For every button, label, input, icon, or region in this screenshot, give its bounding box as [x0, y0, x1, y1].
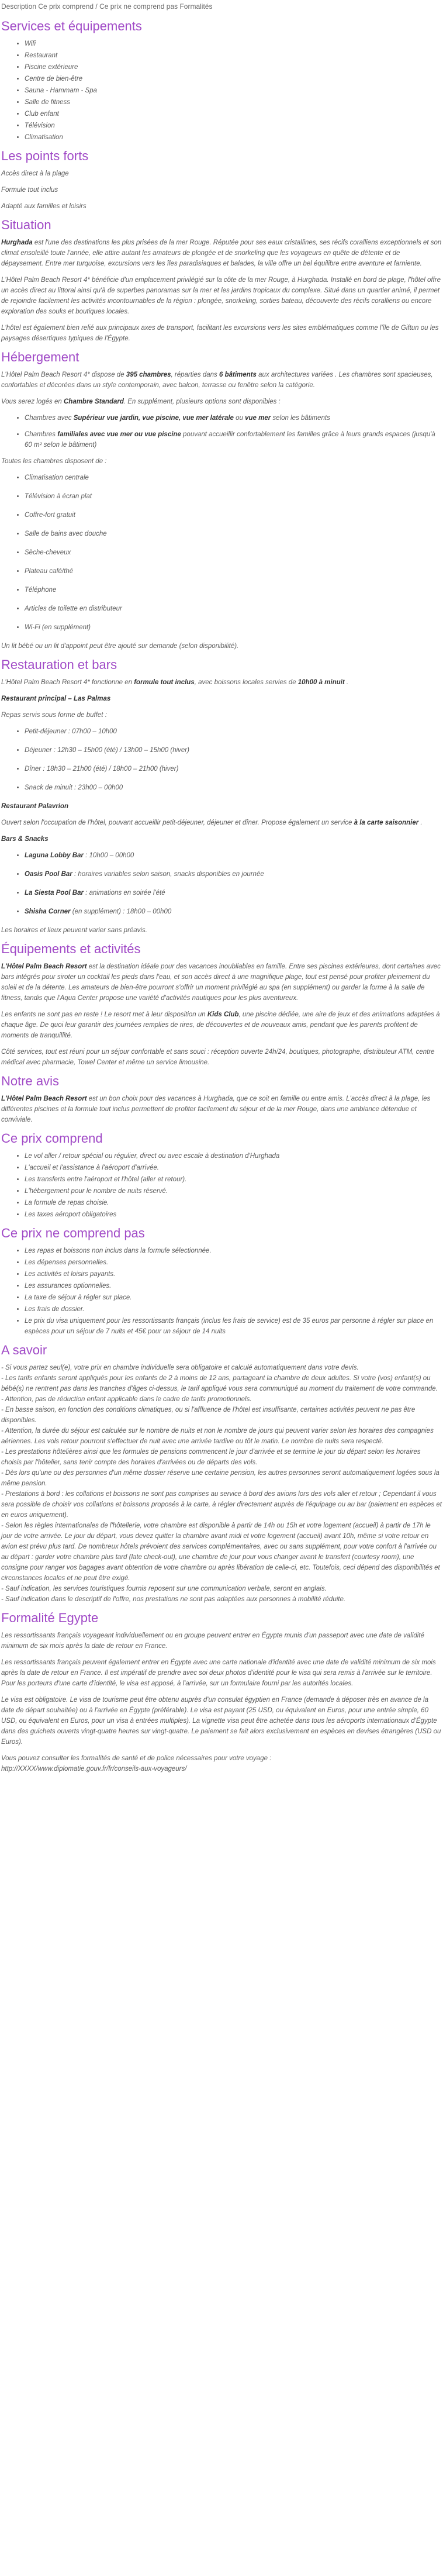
list-item: • Club enfant — [25, 109, 442, 119]
formalities-paragraph: Vous pouvez consulter les formalités de santé et de police nécessaires pour votre voyage : — [1, 1755, 272, 1762]
list-item: • Wi-Fi (en supplément) — [25, 622, 442, 633]
room-features-list — [1, 473, 442, 633]
list-item: • La taxe de séjour à régler sur place. — [25, 1292, 442, 1303]
list-item: • Oasis Pool Bar : horaires variables selon saison, snacks disponibles en journée — [25, 869, 442, 880]
location-section — [1, 218, 442, 344]
list-item: • Snack de minuit : 23h00 – 00h00 — [25, 782, 442, 793]
good-to-know-section — [1, 1343, 442, 1605]
facilities-section — [1, 942, 442, 1068]
formalities-paragraph: Les ressortissants français voyageant individuellement ou en groupe peuvent entrer en Égypte munis d'un passeport avec une date de validité minimum de six mois après la date de retour en France. — [1, 1632, 424, 1650]
services-title: Services et équipements — [1, 19, 142, 33]
city-name: Hurghada — [1, 239, 33, 246]
list-item: • Sèche-cheveux — [25, 547, 442, 558]
list-item: • Téléphone — [25, 585, 442, 595]
highlights-title: Les points forts — [1, 149, 89, 163]
price-includes-list — [1, 1151, 442, 1220]
formalities-paragraph: Les ressortissants français peuvent également entrer en Égypte avec une carte nationale d'identité avec une date de validité minimum de six mois après la date de retour en France. Il est impératif de prendre avec soi deux photos d'identité pour le visa qui sera remis à l'arrivée sur le territoire. Pour les porteurs d'une carte d'identité, le visa est apposé, à l'arrivée, sur un formulaire fourni par les autorités locales. — [1, 1659, 436, 1687]
list-item: • Les activités et loisirs payants. — [25, 1269, 442, 1280]
dining-note: Les horaires et lieux peuvent varier sans préavis. — [1, 927, 147, 934]
breadcrumb-tabs: Description Ce prix comprend / Ce prix ne comprend pas Formalités — [1, 2, 213, 11]
good-to-know-line: - Dès lors qu'une ou des personnes d'un même dossier réserve une certaine pension, les autres personnes seront automatiquement logées sous la même pension. — [1, 1470, 439, 1487]
list-item: • Petit-déjeuner : 07h00 – 10h00 — [25, 726, 442, 737]
dining-section — [1, 657, 442, 936]
accommodation-paragraph: Un lit bébé ou un lit d'appoint peut être ajouté sur demande (selon disponibilité). — [1, 643, 239, 650]
highlight-item: Adapté aux familles et loisirs — [1, 203, 86, 210]
accommodation-paragraph: Toutes les chambres disposent de : — [1, 458, 107, 465]
list-item: • Les frais de dossier. — [25, 1304, 442, 1315]
list-item: • Les assurances optionnelles. — [25, 1281, 442, 1291]
good-to-know-line: - En basse saison, en fonction des conditions climatiques, ou si l'affluence de l'hôtel est insuffisante, certaines activités peuvent ne pas être disponibles. — [1, 1406, 416, 1424]
second-restaurant-title: Restaurant Palavrion — [1, 803, 69, 810]
list-item: • Les dépenses personnelles. — [25, 1257, 442, 1268]
location-paragraph: L'Hôtel Palm Beach Resort 4* bénéficie d'un emplacement privilégié sur la côte de la mer Rouge, à Hurghada. Installé en bord de plage, l'hôtel offre un accès direct au littoral ainsi qu'à de superbes panoramas sur la mer et les jardins tropicaux du complexe. Situé dans un quartier animé, il permet de rejoindre facilement les activités incontournables de la région : plongée, snorkeling, sorties bateau, découverte des récifs coralliens ou encore exploration des souks et boutiques locales. — [1, 277, 441, 315]
facilities-title: Équipements et activités — [1, 942, 141, 956]
list-item: • Chambres avec Supérieur vue jardin, vue piscine, vue mer latérale ou vue mer selon les bâtiments — [25, 413, 442, 423]
list-item: • Plateau café/thé — [25, 566, 442, 577]
list-item: • Restaurant — [25, 50, 442, 61]
good-to-know-line: - Si vous partez seul(e), votre prix en chambre individuelle sera obligatoire et calculé automatiquement dans votre devis. — [1, 1364, 359, 1371]
accommodation-title: Hébergement — [1, 350, 79, 364]
list-item: • Coffre-fort gratuit — [25, 510, 442, 520]
list-item: • Le vol aller / retour spécial ou régulier, direct ou avec escale à destination d'Hurghada — [25, 1151, 442, 1161]
list-item: • Les repas et boissons non inclus dans la formule sélectionnée. — [25, 1246, 442, 1256]
location-title: Situation — [1, 218, 51, 232]
list-item: • Piscine extérieure — [25, 62, 442, 73]
highlight-item: Accès direct à la plage — [1, 170, 69, 177]
dining-paragraph: Ouvert selon l'occupation de l'hôtel, pouvant accueillir petit-déjeuner, déjeuner et dîner. Propose également un service à la carte saisonnier . — [1, 819, 423, 826]
list-item: • Centre de bien-être — [25, 74, 442, 84]
list-item: • Salle de fitness — [25, 97, 442, 108]
highlight-item: Formule tout inclus — [1, 187, 58, 194]
list-item: • Salle de bains avec douche — [25, 529, 442, 539]
dining-paragraph: Repas servis sous forme de buffet : — [1, 712, 107, 719]
list-item: • Télévision à écran plat — [25, 491, 442, 502]
list-item: • L'accueil et l'assistance à l'aéroport d'arrivée. — [25, 1163, 442, 1173]
list-item: • Dîner : 18h30 – 21h00 (été) / 18h00 – 21h00 (hiver) — [25, 764, 442, 774]
price-excludes-list — [1, 1246, 442, 1337]
facilities-paragraph: Côté services, tout est réuni pour un séjour confortable et sans souci : réception ouverte 24h/24, boutiques, photographe, distributeur ATM, centre médical avec pharmacie, Towel Center et même un service limousine. — [1, 1049, 435, 1066]
good-to-know-line: - Selon les règles internationales de l'hôtellerie, votre chambre est disponible à partir de 14h ou 15h et votre logement (accueil) à partir de 17h le jour de votre arrivée. Le jour du départ, vous devez quitter la chambre avant midi et votre logement (accueil) avant 10h, même si votre retour en avion est prévu plus tard. De nombreux hôtels prévoient des services complémentaires, avec ou sans supplément, pour votre confort à l'arrivée ou au départ : garder votre chambre plus tard (late check-out), une chambre de jour pour vous changer avant le transfert (courtesy room), une consigne pour ranger vos bagages avant obtention de votre chambre ou après libération de celle-ci, etc. Toutefois, ceci dépend des disponibilités et circonstances locales et ne peut être exigé. — [1, 1522, 440, 1582]
list-item: • Télévision — [25, 120, 442, 131]
good-to-know-title: A savoir — [1, 1343, 47, 1357]
list-item: • Laguna Lobby Bar : 10h00 – 00h00 — [25, 850, 442, 861]
main-restaurant-title: Restaurant principal – Las Palmas — [1, 695, 111, 702]
formalities-link[interactable]: http://XXXX/www.diplomatie.gouv.fr/fr/conseils-aux-voyageurs/ — [1, 1765, 187, 1772]
list-item: • L'hébergement pour le nombre de nuits réservé. — [25, 1186, 442, 1196]
highlights-section — [1, 149, 442, 212]
good-to-know-line: - Sauf indication, les services touristiques fournis reposent sur une communication verbale, seront en anglais. — [1, 1585, 327, 1592]
list-item: • Sauna - Hammam - Spa — [25, 85, 442, 96]
list-item: • Déjeuner : 12h30 – 15h00 (été) / 13h00 – 15h00 (hiver) — [25, 745, 442, 756]
meals-list — [1, 726, 442, 793]
good-to-know-line: - Les tarifs enfants seront appliqués pour les enfants de 2 à moins de 12 ans, partageant la chambre de deux adultes. Si votre (vos) enfant(s) ou bébé(s) ne rentrent pas dans les tranches d'âges ci-dessus, le tarif appliqué vous sera communiqué au moment du traitement de votre commande. — [1, 1375, 438, 1392]
good-to-know-line: - Prestations à bord : les collations et boissons ne sont pas comprises au service à bord des avions lors des vols aller et retour ; Cependant il vous sera possible de choisir vos collations et boissons proposés à la carte, à régler directement auprès de l'équipage ou au bar (paiement en espèces et en euros uniquement). — [1, 1491, 442, 1519]
list-item: • Shisha Corner (en supplément) : 18h00 – 00h00 — [25, 906, 442, 917]
accommodation-paragraph: Vous serez logés en Chambre Standard. En supplément, plusieurs options sont disponibles : — [1, 398, 281, 405]
bars-list — [1, 850, 442, 917]
list-item: • Le prix du visa uniquement pour les ressortissants français (inclus les frais de service) est de 35 euros par personne à régler sur place en espèces pour un séjour de 7 nuits et 45€ pour un séjour de 14 nuits — [25, 1316, 442, 1337]
price-excludes-title: Ce prix ne comprend pas — [1, 1226, 145, 1240]
good-to-know-line: - Les prestations hôtelières ainsi que les formules de pensions commencent le jour d'arrivée et se termine le jour du départ selon les horaires choisis par l'hôtelier, sans tenir compte des horaires d'arrivées ou de départs des vols. — [1, 1449, 421, 1466]
review-section — [1, 1074, 442, 1125]
good-to-know-line: - Attention, pas de réduction enfant applicable dans le cadre de tarifs promotionnels. — [1, 1396, 252, 1403]
price-excludes-section — [1, 1226, 442, 1337]
facilities-paragraph: L'Hôtel Palm Beach Resort est la destination idéale pour des vacances inoubliables en famille. Entre ses piscines extérieures, dont certaines avec bars intégrés pour siroter un cocktail les pieds dans l'eau, et son accès direct à une magnifique plage, tout est pensé pour profiter pleinement du soleil et de la détente. Les amateurs de bien-être pourront s'offrir un moment privilégié au spa (en supplément) ou garder la forme à la salle de fitness, tandis que l'Aqua Center propose une variété d'activités nautiques pour les plus aventureux. — [1, 963, 441, 1002]
list-item: • Chambres familiales avec vue mer ou vue piscine pouvant accueillir confortablement les familles grâce à leurs grands espaces (jusqu'à 60 m² selon le bâtiment) — [25, 429, 442, 450]
review-title: Notre avis — [1, 1074, 60, 1088]
list-item: • La formule de repas choisie. — [25, 1198, 442, 1208]
list-item: • Wifi — [25, 39, 442, 49]
dining-paragraph: L'Hôtel Palm Beach Resort 4* fonctionne en formule tout inclus, avec boissons locales servies de 10h00 à minuit . — [1, 679, 349, 686]
list-item: • La Siesta Pool Bar : animations en soirée l'été — [25, 888, 442, 898]
room-options-list — [1, 413, 442, 450]
formalities-section — [1, 1611, 442, 1774]
list-item: • Les taxes aéroport obligatoires — [25, 1209, 442, 1220]
formalities-title: Formalité Egypte — [1, 1611, 99, 1625]
location-paragraph: L'hôtel est également bien relié aux principaux axes de transport, facilitant les excursions vers les sites emblématiques comme l'île de Giftun ou les paysages désertiques typiques de l'Égypte. — [1, 325, 439, 342]
services-list — [1, 39, 442, 143]
good-to-know-line: - Attention, la durée du séjour est calculée sur le nombre de nuits et non le nombre de jours qui peuvent varier selon les horaires des compagnies aériennes. Les vols retour pourront s'effectuer de nuit avec une arrivée tardive ou tôt le matin. Le nombre de nuits sera respecté. — [1, 1427, 434, 1445]
list-item: • Articles de toilette en distributeur — [25, 604, 442, 614]
accommodation-paragraph: L'Hôtel Palm Beach Resort 4* dispose de 395 chambres, réparties dans 6 bâtiments aux architectures variées . Les chambres sont spacieuses, confortables et décorées dans un style contemporain, avec balcon, terrasse ou fenêtre selon la catégorie. — [1, 371, 433, 389]
bars-title: Bars & Snacks — [1, 836, 49, 843]
price-includes-section — [1, 1131, 442, 1220]
list-item: • Climatisation — [25, 132, 442, 143]
location-paragraph: Hurghada est l'une des destinations les plus prisées de la mer Rouge. Réputée pour ses eaux cristallines, ses récifs coralliens exceptionnels et son climat ensoleillé toute l'année, elle attire autant les amateurs de plongée et de snorkeling que les voyageurs en quête de détente et de dépaysement. Entre mer turquoise, excursions vers les îles paradisiaques et balades, la ville offre un bel équilibre entre aventure et farniente. — [1, 239, 442, 267]
formalities-paragraph: Le visa est obligatoire. Le visa de tourisme peut être obtenu auprès d'un consulat égyptien en France (demande à déposer très en avance de la date de départ souhaitée) ou à l'arrivée en Égypte (préférable). Le visa est payant (25 USD, ou équivalent en Euros, pour une entrée simple, 60 USD, ou équivalent en Euros, pour un visa à entrées multiples). La vignette visa peut être achetée dans tous les aéroports internationaux d'Égypte dans des guichets ouverts vingt-quatre heures sur vingt-quatre. Le paiement se fait alors exclusivement en espèces en devises étrangères (USD ou Euros). — [1, 1696, 441, 1746]
accommodation-section — [1, 350, 442, 651]
good-to-know-line: - Sauf indication dans le descriptif de l'offre, nos prestations ne sont pas adaptées aux personnes à mobilité réduite. — [1, 1596, 346, 1603]
services-section — [1, 19, 442, 143]
list-item: • Climatisation centrale — [25, 473, 442, 483]
review-paragraph: L'Hôtel Palm Beach Resort est un bon choix pour des vacances à Hurghada, que ce soit en famille ou entre amis. L'accès direct à la plage, les différentes piscines et la formule tout inclus permettent de profiter facilement du séjour et de la mer Rouge, dans une ambiance détendue et conviviale. — [1, 1095, 431, 1123]
dining-title: Restauration et bars — [1, 657, 117, 672]
price-includes-title: Ce prix comprend — [1, 1131, 103, 1146]
list-item: • Les transferts entre l'aéroport et l'hôtel (aller et retour). — [25, 1174, 442, 1185]
facilities-paragraph: Les enfants ne sont pas en reste ! Le resort met à leur disposition un Kids Club, une piscine dédiée, une aire de jeux et des animations adaptées à chaque âge. De quoi leur garantir des journées remplies de rires, de découvertes et de nouveaux amis, pendant que les parents profitent de moments de tranquillité. — [1, 1011, 440, 1039]
